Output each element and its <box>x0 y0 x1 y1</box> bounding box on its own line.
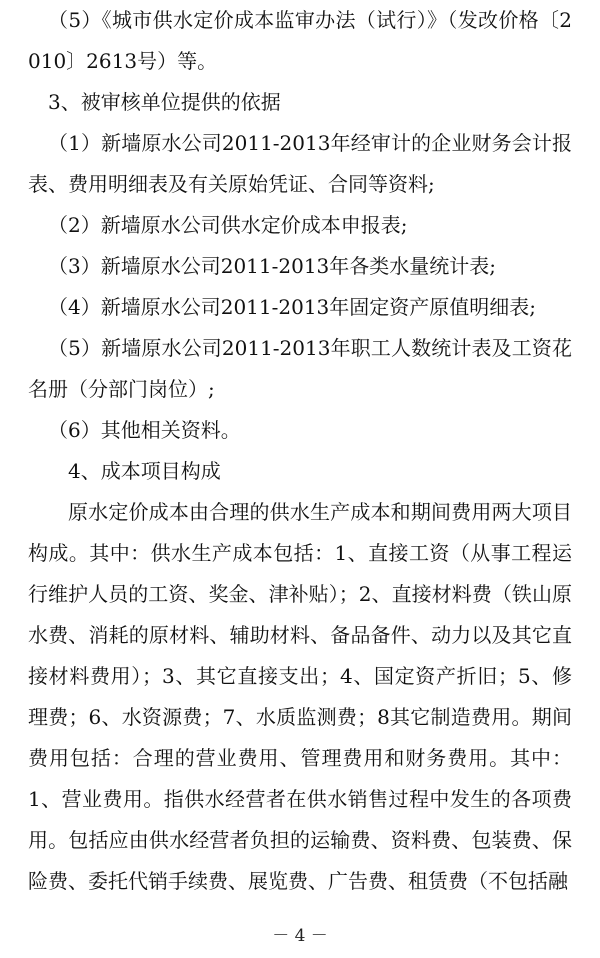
page-number: － 4 － <box>272 926 328 946</box>
paragraph-item-3: （3）新墙原水公司2011-2013年各类水量统计表; <box>48 254 497 278</box>
heading-basis-3: 3、被审核单位提供的依据 <box>48 90 281 114</box>
paragraph-regulation-5: （5）《城市供水定价成本监审办法（试行）》（发改价格〔2010〕2613号）等。 <box>28 8 572 73</box>
paragraph-item-2: （2）新墙原水公司供水定价成本申报表; <box>48 213 408 237</box>
heading-cost-items-4: 4、成本项目构成 <box>68 459 221 483</box>
paragraph-item-5: （5）新墙原水公司2011-2013年职工人数统计表及工资花名册（分部门岗位）; <box>28 336 572 401</box>
paragraph-item-4: （4）新墙原水公司2011-2013年固定资产原值明细表; <box>48 295 537 319</box>
paragraph-item-6: （6）其他相关资料。 <box>48 418 241 442</box>
paragraph-item-1: （1）新墙原水公司2011-2013年经审计的企业财务会计报表、费用明细表及有关原始凭证、合同等资料; <box>28 131 572 196</box>
paragraph-cost-composition: 原水定价成本由合理的供水生产成本和期间费用两大项目构成。其中：供水生产成本包括：1、直接工资（从事工程运行维护人员的工资、奖金、津补贴）；2、直接材料费（铁山原水费、消耗的原材料、辅助材料、备品备件、动力以及其它直接材料费用）；3、其它直接支出；4、国定资产折旧；5、修理费；6、水资源费；7、水质监测费；8其它制造费用。期间费用包括：合理的营业费用、管理费用和财务费用。其中：1、营业费用。指供水经营者在供水销售过程中发生的各项费用。包括应由供水经营者负担的运输费、资料费、包装费、保险费、委托代销手续费、展览费、广告费、租赁费（不包括融 <box>28 500 572 893</box>
